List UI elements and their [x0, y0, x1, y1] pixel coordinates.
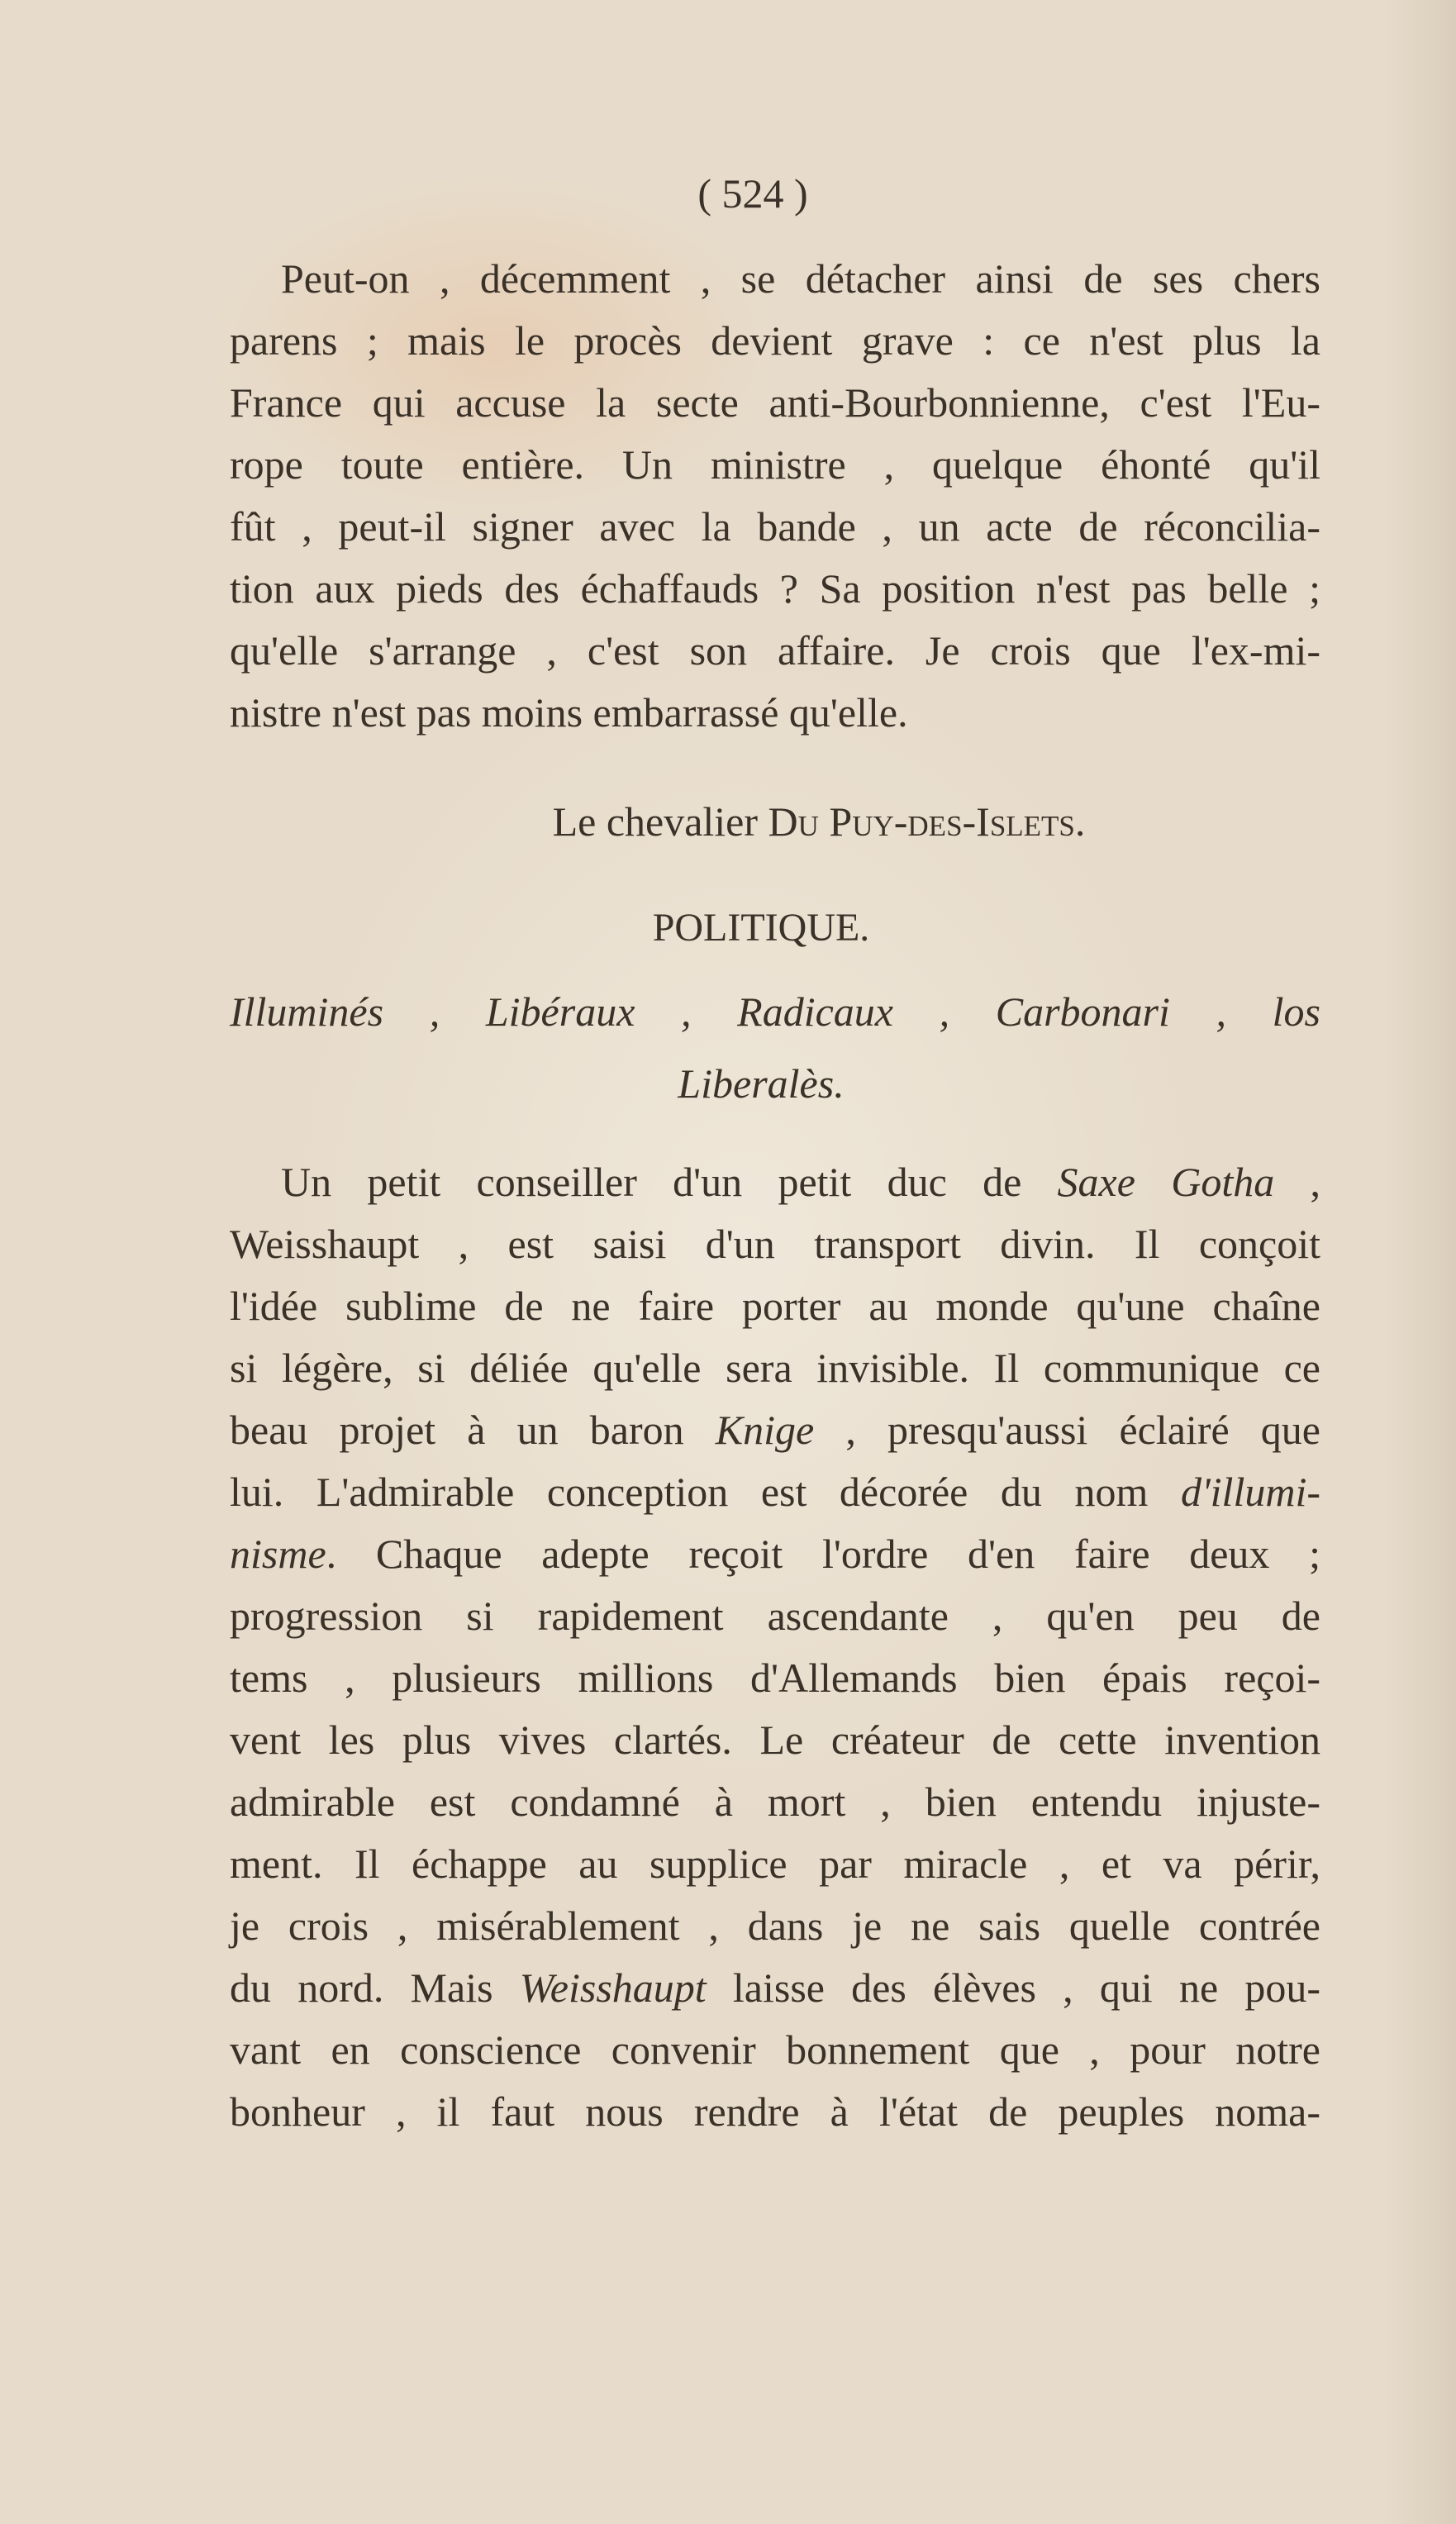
- text-segment: rope toute entière. Un ministre , quelque éhonté qu'il: [230, 441, 1320, 488]
- text-segment: du nord. Mais: [230, 1964, 520, 2011]
- text-line: [230, 1523, 1320, 1585]
- text-segment: si légère, si déliée qu'elle sera invisible. Il communique ce: [230, 1345, 1320, 1391]
- text-segment: admirable est condamné à mort , bien entendu injuste-: [230, 1779, 1320, 1825]
- text-line: [230, 1833, 1320, 1895]
- text-segment: laisse des élèves , qui ne pou-: [706, 1964, 1320, 2011]
- text-segment: , presqu'aussi éclairé que: [814, 1407, 1321, 1453]
- paragraph-1: [230, 248, 1320, 744]
- text-segment: France qui accuse la secte anti-Bourbonnienne, c'est l'Eu-: [230, 379, 1320, 426]
- italic-text: Knige: [715, 1407, 815, 1453]
- italic-text: Weisshaupt: [519, 1964, 707, 2011]
- text-segment: ment. Il échappe au supplice par miracle , et va périr,: [230, 1841, 1320, 1887]
- text-segment: nistre n'est pas moins embarrassé qu'elle.: [230, 689, 908, 736]
- text-segment: progression si rapidement ascendante , qu'en peu de: [230, 1593, 1320, 1639]
- text-line: [230, 1275, 1320, 1337]
- text-line: [230, 2081, 1320, 2143]
- text-segment: l'idée sublime de ne faire porter au monde qu'une chaîne: [230, 1283, 1320, 1329]
- text-line: [230, 2019, 1320, 2081]
- section-subtitle-line-2: Liberalès.: [678, 1060, 845, 1107]
- text-line: [230, 1151, 1320, 1213]
- page-edge-shadow: [1382, 0, 1456, 2524]
- text-segment: parens ; mais le procès devient grave : ce n'est plus la: [230, 317, 1320, 364]
- text-line: [230, 1957, 1320, 2019]
- text-segment: fût , peut-il signer avec la bande , un acte de réconcilia-: [230, 503, 1320, 550]
- paragraph-2: [230, 1151, 1320, 2143]
- text-segment: bonheur , il faut nous rendre à l'état de peuples noma-: [230, 2088, 1320, 2135]
- text-segment: tems , plusieurs millions d'Allemands bien épais reçoi-: [230, 1655, 1320, 1701]
- text-line: [230, 310, 1320, 372]
- text-segment: je crois , misérablement , dans je ne sais quelle contrée: [230, 1903, 1320, 1949]
- text-segment: Peut-on , décemment , se détacher ainsi de ses chers: [281, 255, 1320, 302]
- text-segment: beau projet à un baron: [230, 1407, 716, 1453]
- italic-text: d'illumi-: [1180, 1469, 1320, 1515]
- text-segment: qu'elle s'arrange , c'est son affaire. Je crois que l'ex-mi-: [230, 627, 1320, 674]
- italic-text: nisme: [230, 1531, 326, 1577]
- text-line: [230, 496, 1320, 558]
- text-line: [230, 1399, 1320, 1461]
- text-line: [230, 434, 1320, 496]
- text-line: [230, 1895, 1320, 1957]
- text-line: [230, 1647, 1320, 1709]
- text-line: [230, 620, 1320, 682]
- text-line: [230, 1337, 1320, 1399]
- text-segment: lui. L'admirable conception est décorée du nom: [230, 1469, 1181, 1515]
- text-segment: Weisshaupt , est saisi d'un transport divin. Il conçoit: [230, 1221, 1320, 1267]
- text-segment: vant en conscience convenir bonnement que , pour notre: [230, 2026, 1320, 2073]
- text-line: [230, 1585, 1320, 1647]
- text-line: [230, 1461, 1320, 1523]
- signature-name: Du Puy-des-Islets.: [768, 798, 1086, 845]
- section-subtitle-line-1: Illuminés , Libéraux , Radicaux , Carbonari , los: [230, 988, 1320, 1035]
- text-line: [230, 248, 1320, 310]
- text-segment: . Chaque adepte reçoit l'ordre d'en faire deux ;: [326, 1531, 1320, 1577]
- text-line: [230, 558, 1320, 620]
- section-heading: POLITIQUE.: [652, 906, 870, 950]
- text-line: [230, 682, 1320, 744]
- signature-prefix: Le chevalier: [552, 798, 768, 845]
- text-line: [230, 372, 1320, 434]
- text-segment: ,: [1274, 1159, 1320, 1205]
- page-number: ( 524 ): [697, 170, 808, 217]
- signature: [0, 798, 1456, 845]
- italic-text: Saxe Gotha: [1057, 1159, 1275, 1205]
- text-segment: vent les plus vives clartés. Le créateur de cette invention: [230, 1717, 1320, 1763]
- text-line: [230, 1771, 1320, 1833]
- text-line: [230, 1213, 1320, 1275]
- text-segment: tion aux pieds des échaffauds ? Sa position n'est pas belle ;: [230, 565, 1320, 612]
- text-segment: Un petit conseiller d'un petit duc de: [281, 1159, 1058, 1205]
- text-line: [230, 1709, 1320, 1771]
